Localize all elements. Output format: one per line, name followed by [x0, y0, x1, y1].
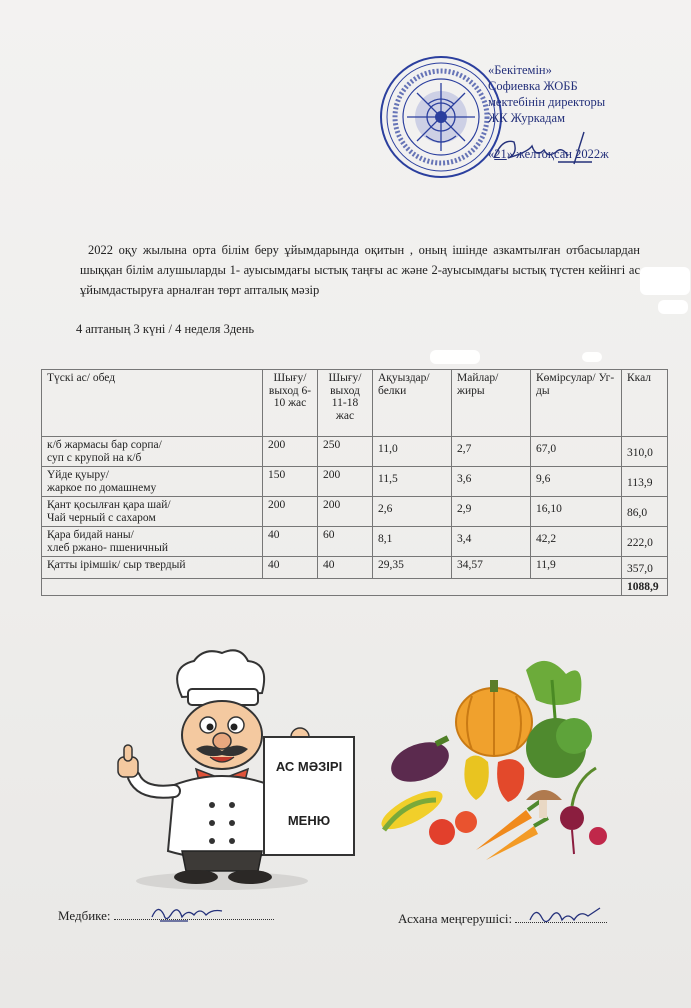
- fat-value: 2,9: [452, 497, 531, 527]
- fat-value: 2,7: [452, 437, 531, 467]
- table-row: [42, 497, 668, 527]
- kcal-value: 222,0: [622, 527, 668, 557]
- fat-value: 34,57: [452, 557, 531, 579]
- kcal-value: 310,0: [622, 437, 668, 467]
- header-fat: Майлар/ жиры: [452, 370, 531, 437]
- protein-value: 2,6: [373, 497, 452, 527]
- output-large: 40: [318, 557, 373, 579]
- canteen-signature-icon: [526, 900, 606, 930]
- kcal-value: 357,0: [622, 557, 668, 579]
- approval-school: Софиевка ЖОББ: [488, 79, 578, 93]
- kcal-value: 86,0: [622, 497, 668, 527]
- header-kcal: Ккал: [622, 370, 668, 437]
- output-large: 200: [318, 497, 373, 527]
- approval-name: ЖК Журкадам: [488, 111, 566, 125]
- carb-value: 67,0: [531, 437, 622, 467]
- dish-name: к/б жармасы бар сорпа/ суп с крупой на к/б: [42, 437, 263, 467]
- total-spacer: [42, 578, 622, 596]
- approval-date: «21» желтоқсан 2022ж: [488, 147, 609, 161]
- glare-mid-2: [582, 352, 602, 362]
- protein-value: 29,35: [373, 557, 452, 579]
- table-total-row: [42, 578, 668, 596]
- table-row: [42, 557, 668, 579]
- approval-heading: «Бекітемін»: [488, 63, 552, 77]
- nurse-signature-icon: [148, 897, 228, 927]
- glare-mid: [430, 350, 480, 364]
- carb-value: 9,6: [531, 467, 622, 497]
- header-protein: Ақуыздар/ белки: [373, 370, 452, 437]
- table-row: [42, 467, 668, 497]
- table-row: [42, 527, 668, 557]
- menu-table: [41, 369, 668, 596]
- output-small: 200: [263, 437, 318, 467]
- output-small: 200: [263, 497, 318, 527]
- protein-value: 11,5: [373, 467, 452, 497]
- approval-date-day: 21: [494, 147, 507, 161]
- carb-value: 16,10: [531, 497, 622, 527]
- glare-right: [658, 300, 688, 314]
- output-small: 40: [263, 527, 318, 557]
- approval-date-rest: » желтоқсан 2022ж: [506, 147, 609, 161]
- total-kcal: 1088,9: [622, 578, 668, 596]
- header-output-11-18: Шығу/ выход 11-18 жас: [318, 370, 373, 437]
- dish-name: Үйде қуыру/ жаркое по домашнему: [42, 467, 263, 497]
- day-line: 4 аптаның 3 күні / 4 неделя 3день: [76, 322, 255, 336]
- intro-paragraph: 2022 оқу жылына орта білім беру ұйымдарында оқитын , оның ішінде азкамтылған отбасылардан шыққан білім алушыларды 1- ауысымдағы ыстық таңғы ас және 2-ауысымдағы ыстық түстен кейінгі ас ұйымдастыруға арналған төрт апталық мәзір: [80, 243, 640, 297]
- output-small: 150: [263, 467, 318, 497]
- approval-position: мектебінін директоры: [488, 95, 606, 109]
- board-line-2: МЕНЮ: [287, 813, 331, 828]
- vegetables-illustration-icon: [376, 650, 626, 880]
- official-seal-icon: [376, 52, 506, 182]
- table-row: [42, 437, 668, 467]
- table-header-row: [42, 370, 668, 437]
- dish-name: Қатты ірімшік/ сыр твердый: [42, 557, 263, 579]
- nurse-label: Медбике:: [58, 908, 111, 923]
- dish-name: Қара бидай наны/ хлеб ржано- пшеничный: [42, 527, 263, 557]
- canteen-label: Асхана меңгерушісі:: [398, 911, 513, 926]
- board-line-1: АС МӘЗІРІ: [275, 759, 343, 774]
- header-carb: Көмірсулар/ Уг-ды: [531, 370, 622, 437]
- director-signature-icon: [488, 128, 598, 168]
- fat-value: 3,4: [452, 527, 531, 557]
- output-large: 200: [318, 467, 373, 497]
- output-large: 60: [318, 527, 373, 557]
- dish-name: Қант қосылған қара шай/ Чай черный с сахаром: [42, 497, 263, 527]
- protein-value: 8,1: [373, 527, 452, 557]
- kcal-value: 113,9: [622, 467, 668, 497]
- fat-value: 3,6: [452, 467, 531, 497]
- header-dish: Түскі ас/ обед: [42, 370, 263, 437]
- header-output-6-10: Шығу/ выход 6-10 жас: [263, 370, 318, 437]
- glare-top-right: [640, 267, 690, 295]
- protein-value: 11,0: [373, 437, 452, 467]
- output-small: 40: [263, 557, 318, 579]
- carb-value: 11,9: [531, 557, 622, 579]
- carb-value: 42,2: [531, 527, 622, 557]
- chef-board: [264, 737, 354, 855]
- output-large: 250: [318, 437, 373, 467]
